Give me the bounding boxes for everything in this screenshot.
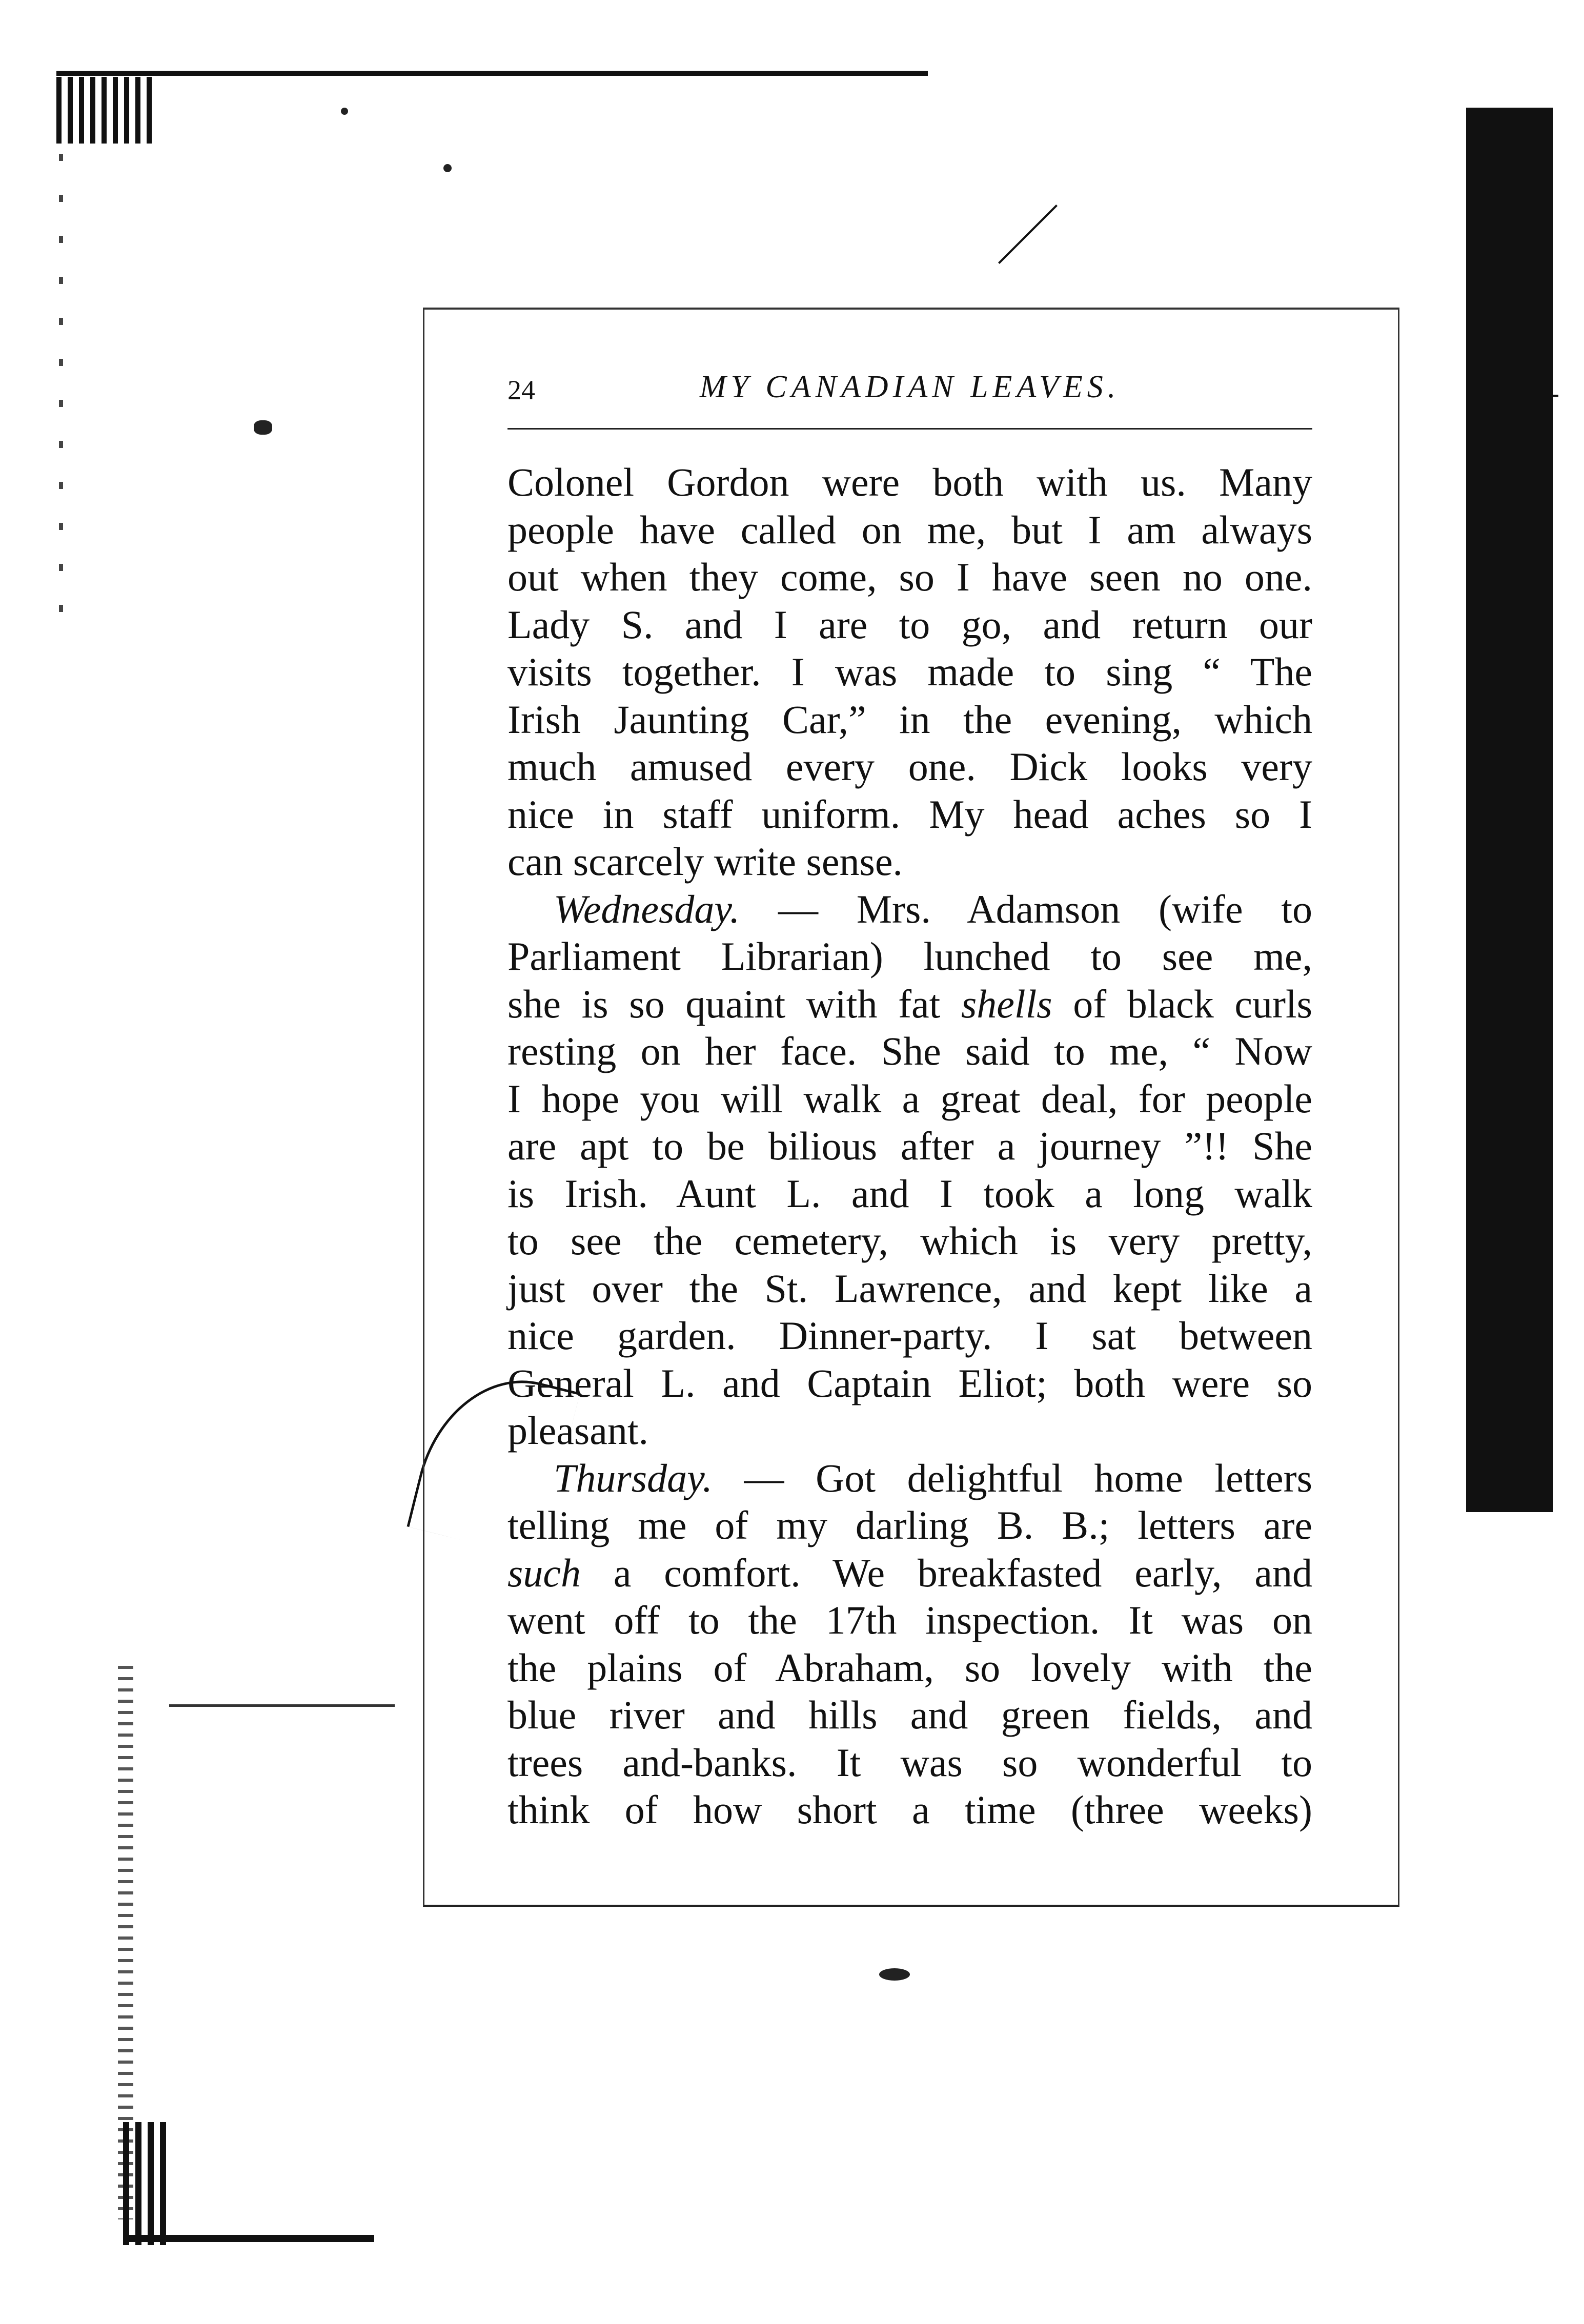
text-line bbox=[507, 886, 1312, 933]
running-title: MY CANADIAN LEAVES. bbox=[699, 370, 1121, 404]
text-line: out when they come, so I have seen no one. bbox=[507, 555, 1312, 599]
text-line: telling me of my darling B. B.; letters are bbox=[507, 1503, 1312, 1547]
text-run: — Mrs. Adamson (wife to bbox=[740, 886, 1312, 931]
text-line: blue river and hills and green fields, and bbox=[507, 1693, 1312, 1737]
text-line: much amused every one. Dick looks very bbox=[507, 744, 1312, 789]
text-line: resting on her face. She said to me, “ Now bbox=[507, 1029, 1312, 1073]
text-line: think of how short a time (three weeks) bbox=[507, 1787, 1312, 1832]
scan-edge-right-bar bbox=[1466, 108, 1553, 1512]
text-line: Colonel Gordon were both with us. Many bbox=[507, 460, 1312, 504]
running-head bbox=[507, 369, 1312, 415]
scan-artifact-top-left bbox=[56, 77, 154, 144]
text-line: people have called on me, but I am always bbox=[507, 507, 1312, 552]
text-line bbox=[507, 1550, 1312, 1597]
text-line: to see the cemetery, which is very pretty, bbox=[507, 1218, 1312, 1263]
text-line: are apt to be bilious after a journey ”!! She bbox=[507, 1124, 1312, 1168]
text-run: — Got delightful home letters bbox=[712, 1455, 1312, 1500]
text-line: General L. and Captain Eliot; both were so bbox=[507, 1360, 1312, 1405]
text-line: pleasant. bbox=[507, 1408, 649, 1453]
text-run: of black curls bbox=[1052, 981, 1312, 1026]
scan-artifact-bottom-left bbox=[123, 2122, 169, 2245]
text-line: Parliament Librarian) lunched to see me, bbox=[507, 934, 1312, 978]
text-line: is Irish. Aunt L. and I took a long walk bbox=[507, 1171, 1312, 1216]
scan-artifact-left-dashes bbox=[59, 154, 63, 615]
text-line: Irish Jaunting Car,” in the evening, which bbox=[507, 697, 1312, 742]
ink-blot bbox=[254, 420, 272, 435]
italic-text-run: shells bbox=[961, 981, 1052, 1026]
text-line: visits together. I was made to sing “ The bbox=[507, 649, 1312, 694]
italic-text-run: Wednesday. bbox=[554, 886, 740, 931]
scan-speck bbox=[341, 108, 348, 115]
text-line: nice in staff uniform. My head aches so I bbox=[507, 791, 1312, 837]
header-rule bbox=[507, 428, 1312, 430]
italic-text-run: such bbox=[507, 1550, 581, 1595]
text-line bbox=[507, 981, 1312, 1028]
italic-text-run: Thursday. bbox=[554, 1455, 713, 1500]
scan-edge-bottom-rule bbox=[123, 2235, 374, 2242]
text-line: I hope you will walk a great deal, for people bbox=[507, 1076, 1312, 1121]
scan-edge-right-bar-foot bbox=[1489, 1486, 1517, 1512]
pencil-slash-mark bbox=[998, 205, 1058, 264]
ink-blot bbox=[879, 1968, 910, 1981]
scan-artifact-mid-left-rule bbox=[169, 1704, 395, 1707]
text-line: the plains of Abraham, so lovely with the bbox=[507, 1645, 1312, 1690]
scan-edge-top-rule bbox=[56, 71, 928, 76]
text-run: she is so quaint with fat bbox=[507, 981, 961, 1026]
text-line: nice garden. Dinner-party. I sat between bbox=[507, 1313, 1312, 1358]
text-line: can scarcely write sense. bbox=[507, 839, 903, 884]
text-line: just over the St. Lawrence, and kept like a bbox=[507, 1266, 1312, 1311]
page-number: 24 bbox=[507, 375, 535, 405]
text-run: a comfort. We breakfasted early, and bbox=[580, 1550, 1312, 1595]
scan-artifact-right-tick bbox=[1528, 395, 1558, 397]
scan-speck bbox=[443, 164, 452, 172]
text-line: trees and-banks. It was so wonderful to bbox=[507, 1740, 1312, 1785]
text-line: Lady S. and I are to go, and return our bbox=[507, 602, 1312, 647]
body-text bbox=[507, 459, 1312, 1834]
text-line bbox=[507, 1455, 1312, 1502]
text-line: went off to the 17th inspection. It was on bbox=[507, 1598, 1312, 1642]
